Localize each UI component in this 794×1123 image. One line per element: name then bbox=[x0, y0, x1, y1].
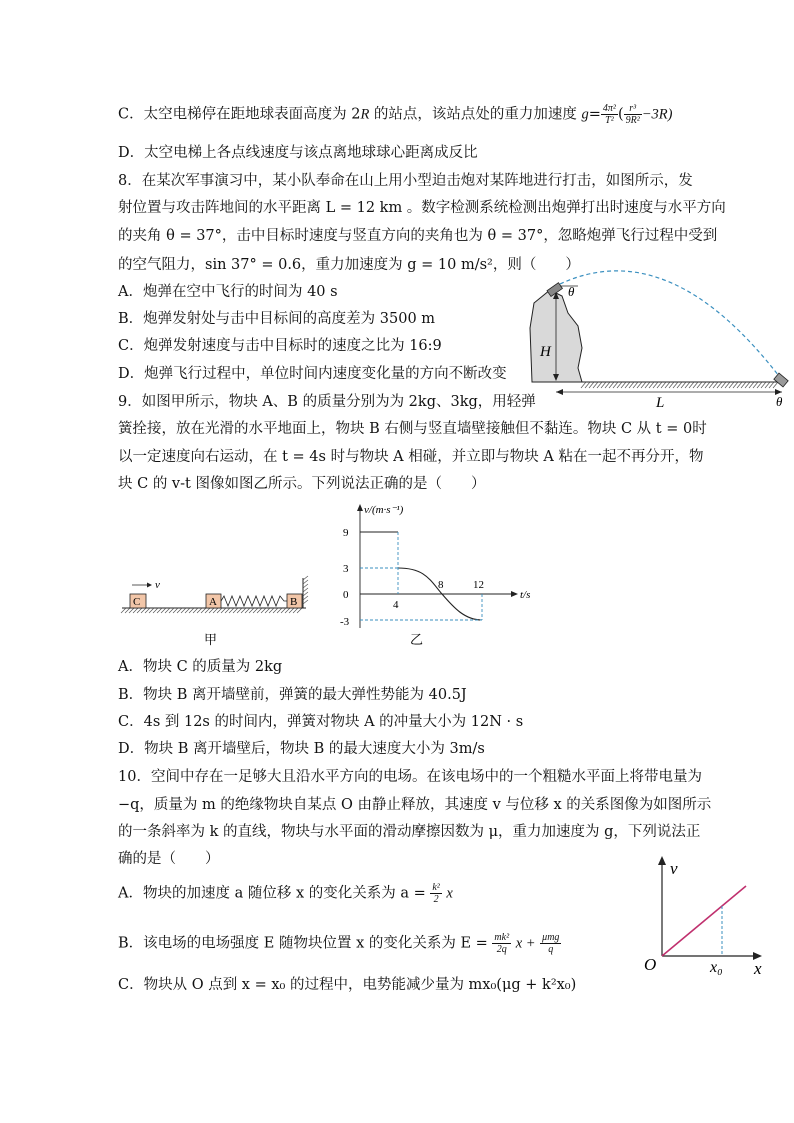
hatch-mark bbox=[753, 382, 758, 388]
y-tick-9: 9 bbox=[343, 527, 349, 539]
block-b-label: B bbox=[290, 596, 298, 608]
hatch-mark bbox=[677, 382, 682, 388]
distance-label: L bbox=[656, 395, 665, 411]
figure-yi-caption: 乙 bbox=[410, 632, 424, 647]
hatch-mark bbox=[581, 382, 586, 388]
block-c-label: C bbox=[133, 596, 141, 608]
hatch-mark bbox=[173, 608, 178, 613]
q10-v-label: v bbox=[670, 859, 678, 878]
hatch-mark bbox=[303, 576, 308, 580]
q10-option-c: C．物块从 O 点到 x = x₀ 的过程中，电势能减少量为 mx₀(μg + k²x₀) bbox=[118, 977, 577, 993]
hatch-mark bbox=[201, 608, 206, 613]
hatch-mark bbox=[689, 382, 694, 388]
hatch-mark bbox=[153, 608, 158, 613]
hatch-mark bbox=[705, 382, 710, 388]
hatch-mark bbox=[769, 382, 774, 388]
hatch-mark bbox=[685, 382, 690, 388]
hatch-mark bbox=[721, 382, 726, 388]
hatch-mark bbox=[121, 608, 126, 613]
hatch-mark bbox=[185, 608, 190, 613]
hatch-mark bbox=[245, 608, 250, 613]
hatch-mark bbox=[249, 608, 254, 613]
hatch-mark bbox=[741, 382, 746, 388]
q9-option-c: C．4s 到 12s 的时间内，弹簧对物块 A 的冲量大小为 12N · s bbox=[118, 714, 524, 730]
hatch-mark bbox=[709, 382, 714, 388]
hatch-mark bbox=[169, 608, 174, 613]
q10-x0-label: x₀ bbox=[710, 959, 723, 976]
hatch-mark bbox=[265, 608, 270, 613]
hatch-mark bbox=[645, 382, 650, 388]
q9-option-d: D．物块 B 离开墙壁后，物块 B 的最大速度大小为 3m/s bbox=[118, 741, 485, 757]
hatch-mark bbox=[669, 382, 674, 388]
y-tick-0: 0 bbox=[343, 589, 349, 601]
hatch-mark bbox=[589, 382, 594, 388]
hatch-mark bbox=[609, 382, 614, 388]
hatch-mark bbox=[241, 608, 246, 613]
hatch-mark bbox=[261, 608, 266, 613]
hatch-mark bbox=[637, 382, 642, 388]
q10-stem-line1: 10．空间中存在一足够大且沿水平方向的电场。在该电场中的一个粗糙水平面上将带电量为 bbox=[118, 769, 702, 785]
q8-option-b: B．炮弹发射处与击中目标间的高度差为 3500 m bbox=[118, 311, 436, 327]
y-tick-neg3: -3 bbox=[340, 616, 350, 628]
hatch-mark bbox=[597, 382, 602, 388]
hatch-mark bbox=[613, 382, 618, 388]
distance-arrow-head-left bbox=[556, 389, 563, 395]
hatch-mark bbox=[165, 608, 170, 613]
hatch-mark bbox=[213, 608, 218, 613]
q9-stem-line1: 9．如图甲所示，物块 A、B 的质量分别为为 2kg、3kg，用轻弹 bbox=[118, 394, 536, 410]
hatch-mark bbox=[757, 382, 762, 388]
block-a-label: A bbox=[209, 596, 217, 608]
hatch-mark bbox=[729, 382, 734, 388]
q10-x-label: x bbox=[754, 959, 762, 978]
wall-hatch bbox=[303, 576, 308, 604]
x-tick-4: 4 bbox=[393, 599, 399, 611]
q10-stem-line4: 确的是（ ） bbox=[118, 851, 220, 867]
hatch-mark bbox=[293, 608, 298, 613]
velocity-arrow-head bbox=[147, 583, 152, 588]
hatch-mark bbox=[617, 382, 622, 388]
trajectory-curve bbox=[560, 271, 782, 380]
hatch-mark bbox=[277, 608, 282, 613]
hatch-mark bbox=[161, 608, 166, 613]
hatch-mark bbox=[225, 608, 230, 613]
hatch-mark bbox=[733, 382, 738, 388]
y-axis-label: v/(m·s⁻¹) bbox=[364, 504, 404, 516]
hatch-mark bbox=[693, 382, 698, 388]
x-axis-label: t/s bbox=[520, 589, 531, 601]
hatch-mark bbox=[273, 608, 278, 613]
q10-figure bbox=[640, 852, 780, 982]
hatch-mark bbox=[133, 608, 138, 613]
hatch-mark bbox=[303, 584, 308, 588]
q10-stem-line3: 的一条斜率为 k 的直线，物块与水平面的滑动摩擦因数为 μ，重力加速度为 g，下列说法正 bbox=[118, 824, 701, 840]
hatch-mark bbox=[137, 608, 142, 613]
q9-figure-yi bbox=[330, 500, 540, 648]
x-axis-arrow bbox=[511, 591, 518, 597]
hatch-mark bbox=[269, 608, 274, 613]
hatch-mark bbox=[773, 382, 778, 388]
hatch-mark bbox=[209, 608, 214, 613]
hatch-mark bbox=[717, 382, 722, 388]
q7-option-d: D．太空电梯上各点线速度与该点离地球球心距离成反比 bbox=[118, 145, 478, 161]
velocity-label: v bbox=[155, 579, 160, 591]
hatch-mark bbox=[625, 382, 630, 388]
hatch-mark bbox=[141, 608, 146, 613]
hatch-mark bbox=[181, 608, 186, 613]
hatch-mark bbox=[303, 580, 308, 584]
q9-option-a: A．物块 C 的质量为 2kg bbox=[118, 659, 283, 675]
spring bbox=[221, 596, 287, 606]
hatch-mark bbox=[725, 382, 730, 388]
hatch-mark bbox=[217, 608, 222, 613]
hatch-mark bbox=[157, 608, 162, 613]
hatch-mark bbox=[125, 608, 130, 613]
q9-stem-line4: 块 C 的 v-t 图像如图乙所示。下列说法正确的是（ ） bbox=[118, 476, 486, 492]
theta-label-target: θ bbox=[776, 394, 783, 409]
hatch-mark bbox=[593, 382, 598, 388]
hatch-mark bbox=[697, 382, 702, 388]
hatch-mark bbox=[665, 382, 670, 388]
hatch-mark bbox=[289, 608, 294, 613]
q10-stem-line2: −q，质量为 m 的绝缘物块自某点 O 由静止释放，其速度 v 与位移 x 的关系图像为如图所示 bbox=[118, 797, 712, 813]
q9-stem-line3: 以一定速度向右运动，在 t = 4s 时与物块 A 相碰，并立即与物块 A 粘在一起不再分开，物 bbox=[118, 449, 704, 465]
hatch-mark bbox=[621, 382, 626, 388]
hatch-mark bbox=[605, 382, 610, 388]
q9-stem-line2: 簧拴接，放在光滑的水平地面上，物块 B 右侧与竖直墙壁接触但不黏连。物块 C 从 t = 0时 bbox=[118, 421, 707, 437]
q7-option-c: C．太空电梯停在距地球表面高度为 2R 的站点，该站点处的重力加速度 g= $\frac{\text{4π²}}{\text{T²}}$ ( $\frac{\text{r³}}{\text{9R²}}$ −3R) bbox=[118, 103, 673, 126]
hatch-mark bbox=[653, 382, 658, 388]
y-axis-arrow bbox=[357, 504, 363, 511]
hatch-mark bbox=[221, 608, 226, 613]
ground-hatch bbox=[581, 382, 778, 388]
q10-origin-label: O bbox=[644, 955, 657, 974]
hatch-mark bbox=[285, 608, 290, 613]
q8-option-a: A．炮弹在空中飞行的时间为 40 s bbox=[118, 284, 338, 300]
q10-option-b: B．该电场的电场强度 E 随物块位置 x 的变化关系为 E = $\frac{\text{mk²}}{2q}$ x + $\frac{\text{μmg}}{q}$ bbox=[118, 932, 560, 955]
q10-option-a: A．物块的加速度 a 随位移 x 的变化关系为 a = $\frac{\text{k²}}{2}$ x bbox=[118, 882, 453, 905]
hatch-mark bbox=[297, 608, 302, 613]
hatch-mark bbox=[765, 382, 770, 388]
hatch-mark bbox=[257, 608, 262, 613]
hatch-mark bbox=[657, 382, 662, 388]
hatch-mark bbox=[177, 608, 182, 613]
hatch-mark bbox=[737, 382, 742, 388]
y-tick-3: 3 bbox=[343, 563, 349, 575]
hatch-mark bbox=[149, 608, 154, 613]
hatch-mark bbox=[129, 608, 134, 613]
hatch-mark bbox=[649, 382, 654, 388]
q8-stem-line1: 8．在某次军事演习中，某小队奉命在山上用小型迫击炮对某阵地进行打击，如图所示，发 bbox=[118, 173, 693, 189]
q10-line bbox=[662, 886, 746, 956]
hatch-mark bbox=[303, 588, 308, 592]
q8-option-c: C．炮弹发射速度与击中目标时的速度之比为 16:9 bbox=[118, 338, 442, 354]
hatch-mark bbox=[229, 608, 234, 613]
hatch-mark bbox=[189, 608, 194, 613]
q8-option-d: D．炮弹飞行过程中，单位时间内速度变化量的方向不断改变 bbox=[118, 366, 507, 382]
q9-option-b: B．物块 B 离开墙壁前，弹簧的最大弹性势能为 40.5J bbox=[118, 687, 467, 703]
hatch-mark bbox=[303, 592, 308, 596]
theta-label-launch: θ bbox=[568, 284, 575, 299]
hatch-mark bbox=[253, 608, 258, 613]
hatch-mark bbox=[629, 382, 634, 388]
hatch-mark bbox=[633, 382, 638, 388]
q10-y-axis-arrow bbox=[658, 856, 666, 865]
hatch-mark bbox=[749, 382, 754, 388]
hatch-mark bbox=[281, 608, 286, 613]
hatch-mark bbox=[233, 608, 238, 613]
q8-stem-line2: 射位置与攻击阵地间的水平距离 L = 12 km 。数字检测系统检测出炮弹打出时速度与水平方向 bbox=[118, 200, 726, 216]
hatch-mark bbox=[205, 608, 210, 613]
hatch-mark bbox=[303, 596, 308, 600]
hatch-mark bbox=[585, 382, 590, 388]
hatch-mark bbox=[713, 382, 718, 388]
hatch-mark bbox=[303, 600, 308, 604]
hatch-mark bbox=[673, 382, 678, 388]
hatch-mark bbox=[681, 382, 686, 388]
q8-figure bbox=[520, 268, 794, 416]
hatch-mark bbox=[745, 382, 750, 388]
hatch-mark bbox=[145, 608, 150, 613]
floor-hatch bbox=[121, 608, 302, 613]
hatch-mark bbox=[237, 608, 242, 613]
x-tick-8: 8 bbox=[438, 579, 444, 591]
hatch-mark bbox=[641, 382, 646, 388]
q8-stem-line4: 的空气阻力，sin 37° = 0.6，重力加速度为 g = 10 m/s²，则（ ） bbox=[118, 257, 580, 273]
hatch-mark bbox=[193, 608, 198, 613]
hatch-mark bbox=[701, 382, 706, 388]
hatch-mark bbox=[601, 382, 606, 388]
hatch-mark bbox=[197, 608, 202, 613]
q8-stem-line3: 的夹角 θ = 37°，击中目标时速度与竖直方向的夹角也为 θ = 37°，忽略炮弹飞行过程中受到 bbox=[118, 228, 718, 244]
x-tick-12: 12 bbox=[473, 579, 484, 591]
hatch-mark bbox=[661, 382, 666, 388]
figure-jia-caption: 甲 bbox=[204, 632, 218, 647]
height-label: H bbox=[540, 344, 551, 360]
q9-figure-jia bbox=[120, 570, 310, 650]
hatch-mark bbox=[761, 382, 766, 388]
